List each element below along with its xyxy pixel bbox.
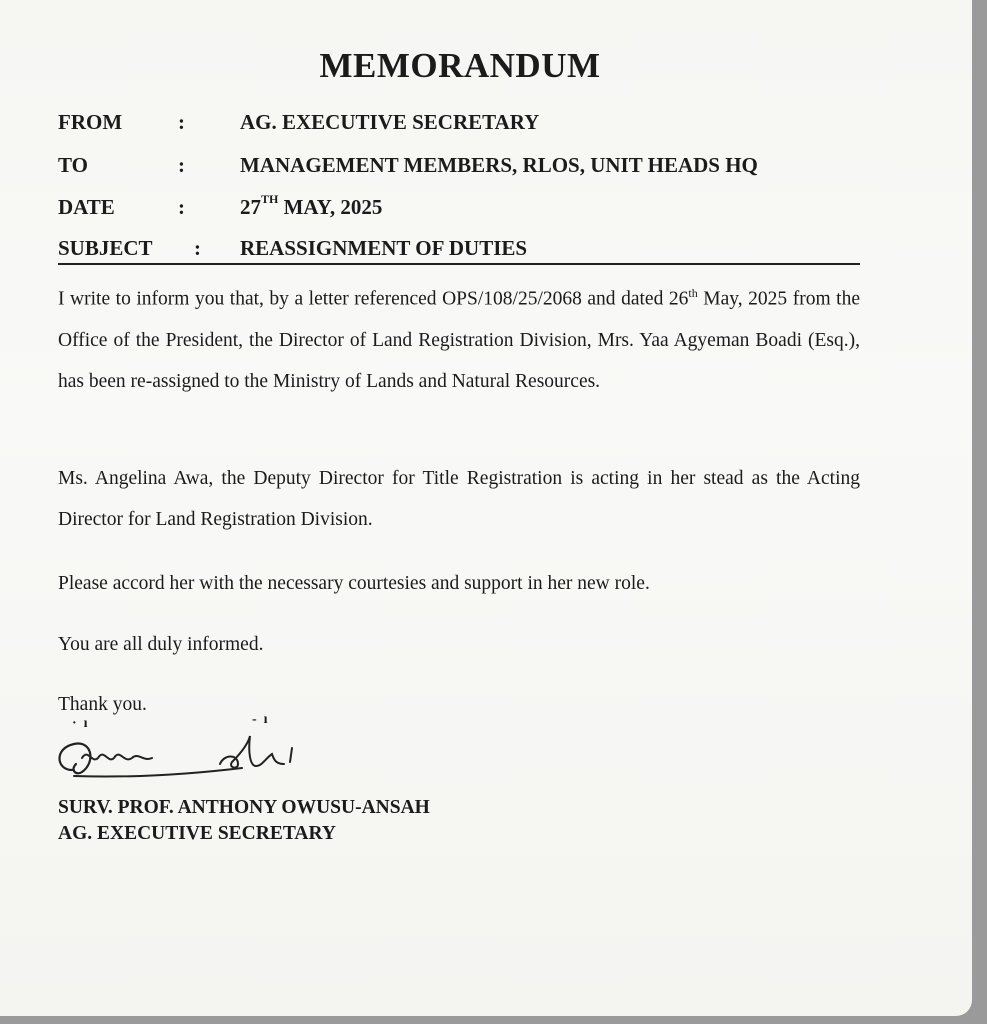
paragraph-3: Please accord her with the necessary courtesies and support in her new role.: [58, 573, 650, 594]
date-value: [240, 192, 383, 220]
date-suffix: TH: [261, 192, 279, 206]
date-day: 27: [240, 195, 261, 219]
signature-mark-right: - ı: [252, 712, 268, 727]
paragraph-2: Ms. Angelina Awa, the Deputy Director for Title Registration is acting in her stead as the Acting Director for Land Registration Division.: [58, 468, 860, 530]
from-colon: :: [178, 110, 185, 134]
date-colon: :: [178, 195, 185, 219]
from-value: AG. EXECUTIVE SECRETARY: [240, 110, 540, 134]
date-label: DATE: [58, 195, 115, 219]
signatory-title: AG. EXECUTIVE SECRETARY: [58, 823, 336, 844]
paragraph-1-part2: May, 2025 from the Office of the President, the Director of Land Registration Division, Mrs. Yaa Agyeman Boadi (Esq.), has been re-assigned to the Ministry of Lands and Natural Resources.: [58, 288, 860, 392]
paragraph-1: [58, 273, 860, 402]
memo-title: MEMORANDUM: [319, 46, 601, 85]
to-value: MANAGEMENT MEMBERS, RLOS, UNIT HEADS HQ: [240, 153, 758, 177]
date-rest: MAY, 2025: [278, 195, 383, 219]
from-label: FROM: [58, 110, 123, 134]
paragraph-1-part1: I write to inform you that, by a letter referenced OPS/108/25/2068 and dated 26: [58, 288, 689, 310]
signatory-name: SURV. PROF. ANTHONY OWUSU-ANSAH: [58, 797, 430, 818]
paragraph-1-sup: th: [688, 286, 698, 300]
subject-value: REASSIGNMENT OF DUTIES: [240, 236, 528, 260]
paragraph-4: You are all duly informed.: [58, 634, 264, 655]
subject-label: SUBJECT: [58, 236, 153, 260]
subject-divider: [58, 263, 860, 265]
signature-mark-left: · ı: [72, 716, 88, 731]
to-label: TO: [58, 153, 88, 177]
subject-colon: :: [194, 236, 201, 260]
to-colon: :: [178, 153, 185, 177]
signature-image: [52, 718, 312, 798]
closing-line: Thank you.: [58, 694, 147, 715]
